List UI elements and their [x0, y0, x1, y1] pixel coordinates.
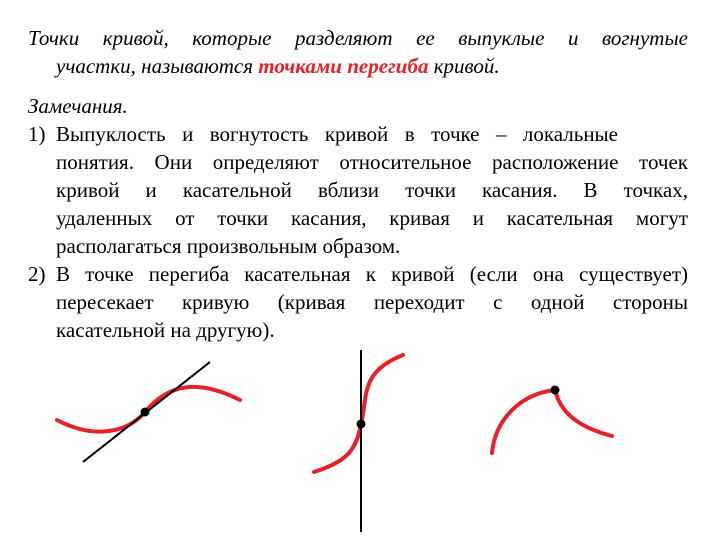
definition-text-2b: кривой. — [433, 54, 500, 78]
definition-line-2 — [56, 52, 688, 80]
figure-3-curve — [492, 390, 612, 453]
inflection-point-term: точками перегиба — [258, 54, 429, 78]
figure-vertical-tangent — [314, 350, 403, 532]
figures-panel — [0, 340, 720, 540]
figure-3-point — [551, 386, 560, 395]
remark-1-number: 1) — [28, 122, 46, 146]
remark-2-number: 2) — [28, 262, 46, 286]
remark-1-line-5: располагаться произвольным образом. — [56, 234, 401, 258]
figure-cusp — [492, 386, 612, 454]
remark-2-line-1: В точке перегиба касательная к кривой (если она существует) — [56, 262, 688, 286]
remark-2-line-2: пересекает кривую (кривая переходит с одной стороны — [56, 290, 688, 314]
remark-1-line-2: понятия. Они определяют относительное расположение точек — [56, 150, 688, 174]
definition-text-2a: участки, называются — [56, 54, 254, 78]
remark-2-line-3: касательной на другую). — [56, 318, 275, 342]
definition-line-1 — [28, 24, 688, 52]
definition-text-1: Точки кривой, которые разделяют ее выпуклые и вогнутые — [28, 26, 688, 50]
figure-2-curve — [314, 355, 403, 472]
figure-1-point — [141, 408, 150, 417]
remark-1-line-1: Выпуклость и вогнутость кривой в точке – локальные — [56, 122, 618, 146]
remarks-heading: Замечания. — [28, 94, 128, 118]
figure-2-point — [357, 420, 366, 429]
remark-1-line-3: кривой и касательной вблизи точки касания. В точках, — [56, 178, 688, 202]
figure-inflection-tangent — [57, 362, 240, 462]
remark-1-line-4: удаленных от точки касания, кривая и касательная могут — [56, 206, 688, 230]
